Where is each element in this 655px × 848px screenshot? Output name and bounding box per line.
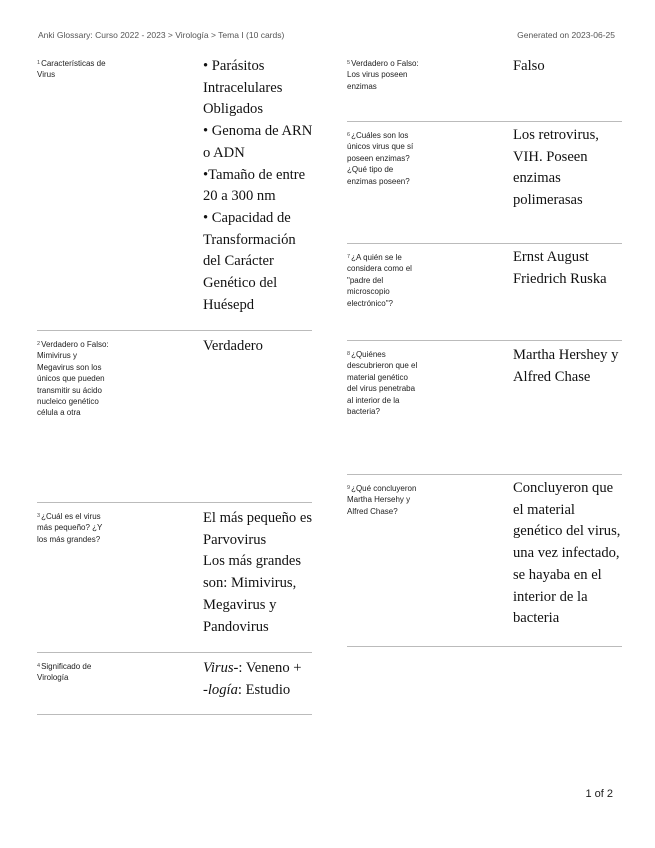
question-text: ¿Cuáles son los únicos virus que sí poseen enzimas? ¿Qué tipo de enzimas poseen? bbox=[347, 131, 414, 186]
answer-line: Martha Hershey y Alfred Chase bbox=[513, 347, 619, 385]
question-text: ¿A quién se le considera como el "padre del microscopio electrónico"? bbox=[347, 253, 412, 308]
card-number: 2 bbox=[37, 341, 41, 347]
card-question bbox=[37, 58, 109, 81]
card-2 bbox=[37, 331, 312, 503]
card-answer bbox=[203, 336, 315, 358]
card-question bbox=[37, 339, 109, 419]
answer-text: : Veneno + bbox=[238, 660, 302, 676]
card-question bbox=[37, 661, 109, 684]
card-answer bbox=[513, 478, 623, 630]
answer-italic: -logía bbox=[203, 681, 238, 698]
question-text: Verdadero o Falso: Mimivirus y Megavirus son los únicos que pueden transmitir su ácido nucleico genético célula a otra bbox=[37, 340, 109, 418]
card-number: 5 bbox=[347, 60, 351, 66]
answer-line: Verdadero bbox=[203, 338, 263, 354]
card-number: 1 bbox=[37, 60, 41, 66]
card-3 bbox=[37, 503, 312, 653]
question-text: Verdadero o Falso: Los virus poseen enzimas bbox=[347, 59, 419, 91]
card-answer bbox=[513, 56, 623, 78]
card-1 bbox=[37, 56, 312, 331]
answer-line: Los retrovirus, VIH. Poseen enzimas polimerasas bbox=[513, 127, 599, 209]
card-6 bbox=[347, 122, 622, 244]
card-number: 3 bbox=[37, 513, 41, 519]
card-4 bbox=[37, 653, 312, 715]
answer-line: • Parásitos Intracelulares Obligados bbox=[203, 58, 283, 118]
card-5 bbox=[347, 56, 622, 122]
answer-line: Ernst August Friedrich Ruska bbox=[513, 249, 607, 287]
card-7 bbox=[347, 244, 622, 341]
right-column bbox=[347, 56, 622, 647]
answer-line: Los más grandes son: Mimivirus, Megavirus y Pandovirus bbox=[203, 553, 302, 635]
card-number: 4 bbox=[37, 663, 41, 669]
answer-italic: Virus- bbox=[203, 660, 239, 676]
card-8 bbox=[347, 341, 622, 475]
answer-line bbox=[203, 680, 318, 702]
answer-line bbox=[203, 658, 318, 680]
card-number: 7 bbox=[347, 254, 351, 260]
question-text: ¿Qué concluyeron Martha Hersehy y Alfred Chase? bbox=[347, 484, 417, 516]
breadcrumb: Anki Glossary: Curso 2022 - 2023 > Virología > Tema I (10 cards) bbox=[38, 30, 285, 40]
question-text: Características de Virus bbox=[37, 59, 106, 80]
card-answer bbox=[203, 508, 315, 638]
card-answer bbox=[203, 56, 315, 316]
answer-line: •Tamaño de entre 20 a 300 nm bbox=[203, 166, 306, 205]
card-question bbox=[347, 483, 419, 517]
card-question bbox=[347, 252, 419, 309]
answer-line: • Capacidad de Transformación del Carácter Genético del Huésepd bbox=[203, 209, 296, 313]
card-question bbox=[347, 130, 419, 187]
question-text: ¿Cuál es el virus más pequeño? ¿Y los más grandes? bbox=[37, 512, 103, 544]
card-number: 9 bbox=[347, 485, 351, 491]
answer-line: Concluyeron que el material genético del virus, una vez infectado, se hayaba en el interior de la bacteria bbox=[513, 480, 621, 627]
generated-date: Generated on 2023-06-25 bbox=[517, 30, 615, 40]
left-column bbox=[37, 56, 312, 715]
card-answer bbox=[513, 247, 623, 290]
card-question bbox=[347, 58, 419, 92]
question-text: ¿Quiénes descubrieron que el material genético del virus penetraba al interior de la bacteria? bbox=[347, 350, 418, 417]
card-question bbox=[347, 349, 419, 417]
answer-line: Falso bbox=[513, 58, 545, 74]
card-9 bbox=[347, 475, 622, 647]
page-number: 1 of 2 bbox=[585, 788, 613, 800]
card-answer bbox=[203, 658, 318, 701]
card-number: 6 bbox=[347, 132, 351, 138]
card-question bbox=[37, 511, 109, 545]
card-number: 8 bbox=[347, 351, 351, 357]
answer-line: • Genoma de ARN o ADN bbox=[203, 123, 313, 161]
answer-line: El más pequeño es Parvovirus bbox=[203, 510, 313, 548]
answer-text: : Estudio bbox=[237, 681, 291, 698]
card-answer bbox=[513, 125, 623, 212]
card-answer bbox=[513, 345, 625, 388]
question-text: Significado de Virología bbox=[37, 662, 92, 683]
